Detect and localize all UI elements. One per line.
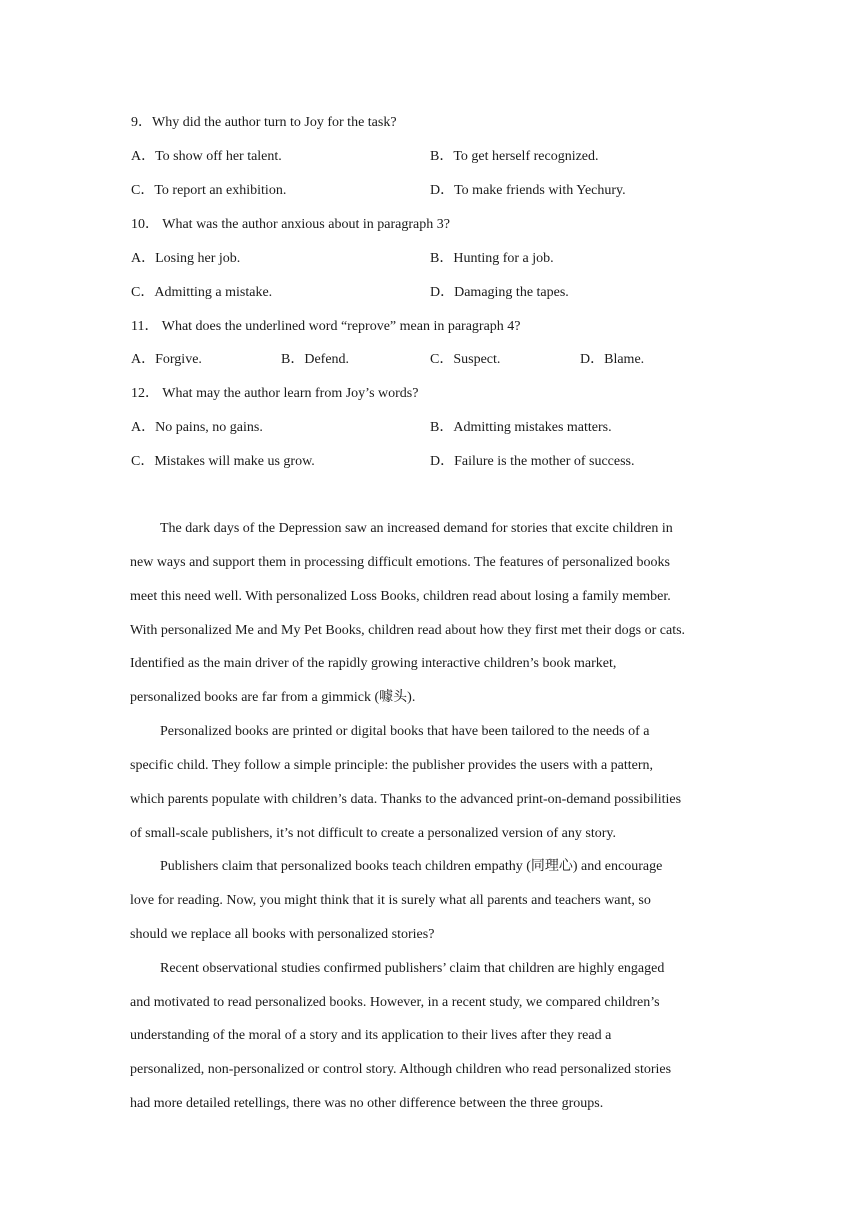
- question-9-option-b: B．To get herself recognized.: [430, 149, 599, 164]
- passage-line: Recent observational studies confirmed publishers’ claim that children are highly engaged: [160, 961, 665, 976]
- passage-line: Personalized books are printed or digital books that have been tailored to the needs of a: [160, 724, 650, 739]
- question-12-option-c: C．Mistakes will make us grow.: [131, 454, 315, 469]
- question-12-stem: 12． What may the author learn from Joy’s words?: [131, 386, 419, 401]
- passage-line: personalized, non-personalized or control story. Although children who read personalized stories: [130, 1062, 672, 1077]
- question-10-option-d: D．Damaging the tapes.: [430, 285, 569, 300]
- question-9-option-a: A．To show off her talent.: [131, 149, 282, 164]
- question-11-option-c: C．Suspect.: [430, 352, 501, 367]
- question-9-option-d: D．To make friends with Yechury.: [430, 183, 626, 198]
- question-12-option-d: D．Failure is the mother of success.: [430, 454, 635, 469]
- question-11-option-d: D．Blame.: [580, 352, 645, 367]
- passage-line: and motivated to read personalized books. However, in a recent study, we compared children’s: [130, 995, 660, 1010]
- question-10-stem: 10． What was the author anxious about in paragraph 3?: [131, 217, 450, 232]
- question-11-option-b: B．Defend.: [281, 352, 350, 367]
- passage-line: love for reading. Now, you might think that it is surely what all parents and teachers want, so: [130, 893, 651, 908]
- passage-line: understanding of the moral of a story and its application to their lives after they read a: [130, 1028, 612, 1043]
- passage-line: specific child. They follow a simple principle: the publisher provides the users with a pattern,: [130, 758, 654, 773]
- question-9-option-c: C．To report an exhibition.: [131, 183, 287, 198]
- question-11-option-a: A．Forgive.: [131, 352, 202, 367]
- question-10-option-a: A．Losing her job.: [131, 251, 241, 266]
- passage-line: Publishers claim that personalized books teach children empathy (同理心) and encourage: [160, 859, 663, 874]
- question-12-option-b: B．Admitting mistakes matters.: [430, 420, 612, 435]
- passage-line: The dark days of the Depression saw an increased demand for stories that excite children in: [160, 521, 673, 536]
- passage-line: Identified as the main driver of the rapidly growing interactive children’s book market,: [130, 656, 617, 671]
- question-10-option-c: C．Admitting a mistake.: [131, 285, 273, 300]
- passage-line: With personalized Me and My Pet Books, children read about how they first met their dogs or cats.: [130, 623, 686, 638]
- passage-line: meet this need well. With personalized Loss Books, children read about losing a family member.: [130, 589, 671, 604]
- question-9-stem: 9．Why did the author turn to Joy for the task?: [131, 115, 397, 130]
- question-11-stem: 11． What does the underlined word “reprove” mean in paragraph 4?: [131, 319, 521, 334]
- passage-line: of small-scale publishers, it’s not difficult to create a personalized version of any story.: [130, 826, 616, 841]
- passage-line: which parents populate with children’s data. Thanks to the advanced print-on-demand possibilities: [130, 792, 682, 807]
- question-12-option-a: A．No pains, no gains.: [131, 420, 263, 435]
- passage-line: had more detailed retellings, there was no other difference between the three groups.: [130, 1096, 604, 1111]
- passage-line: should we replace all books with personalized stories?: [130, 927, 435, 942]
- passage-line: new ways and support them in processing difficult emotions. The features of personalized books: [130, 555, 670, 570]
- passage-line: personalized books are far from a gimmick (噱头).: [130, 690, 416, 705]
- question-10-option-b: B．Hunting for a job.: [430, 251, 554, 266]
